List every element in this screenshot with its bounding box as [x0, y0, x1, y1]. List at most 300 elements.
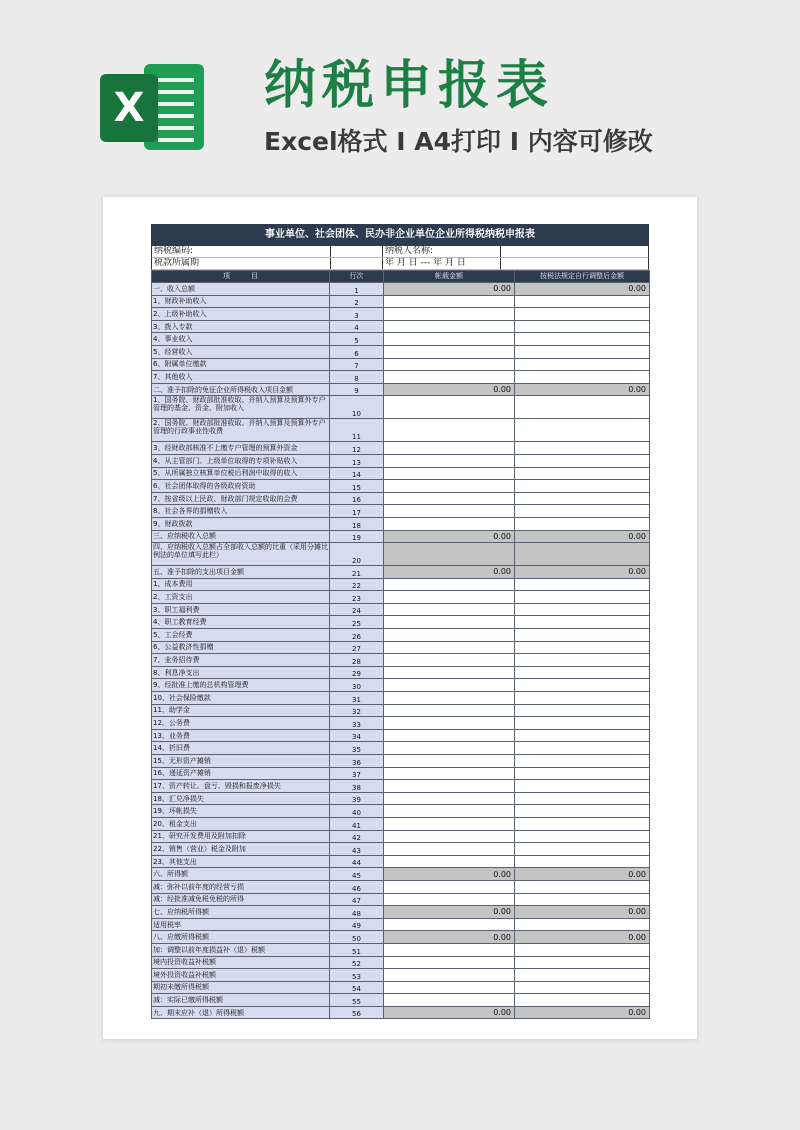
row-item-label: 16、递延资产摊销	[152, 767, 330, 780]
table-row	[152, 767, 650, 780]
row-item-label: 1、国务院、财政部批准收取、并纳入预算及预算外专户管理的基金、资金、附加收入	[152, 396, 330, 419]
sheet-title: 事业单位、社会团体、民办非企业单位企业所得税纳税申报表	[151, 224, 649, 246]
row-line-number: 40	[330, 805, 384, 818]
row-line-number: 48	[330, 906, 384, 919]
table-row	[152, 868, 650, 881]
column-header-line: 行次	[330, 271, 384, 283]
taxpayer-name-field[interactable]	[500, 246, 648, 257]
row-item-label: 9、经批准上缴的总机构管理费	[152, 679, 330, 692]
page-header	[0, 0, 800, 200]
row-line-number: 26	[330, 629, 384, 642]
adjusted-amount-cell[interactable]	[515, 679, 650, 692]
adjusted-amount-cell[interactable]	[515, 654, 650, 667]
table-row	[152, 855, 650, 868]
adjusted-amount-cell[interactable]	[515, 454, 650, 467]
book-amount-cell[interactable]	[384, 755, 515, 768]
book-amount-cell[interactable]	[384, 517, 515, 530]
table-row	[152, 1006, 650, 1019]
row-line-number: 52	[330, 956, 384, 969]
adjusted-amount-cell[interactable]: 0.00	[515, 283, 650, 296]
table-row	[152, 467, 650, 480]
row-item-label: 四、应纳税收入总额占全部收入总额的比重（采用分摊比例法的单位填写此栏）	[152, 543, 330, 566]
row-item-label: 2、上级补助收入	[152, 308, 330, 321]
adjusted-amount-cell[interactable]	[515, 742, 650, 755]
table-row	[152, 729, 650, 742]
book-amount-cell[interactable]	[384, 603, 515, 616]
row-item-label: 五、准予扣除的支出项目金额	[152, 566, 330, 579]
row-line-number: 20	[330, 543, 384, 566]
row-line-number: 51	[330, 943, 384, 956]
table-row	[152, 780, 650, 793]
table-row	[152, 333, 650, 346]
book-amount-cell[interactable]	[384, 308, 515, 321]
table-row	[152, 641, 650, 654]
row-item-label: 7、业务招待费	[152, 654, 330, 667]
row-item-label: 13、业务费	[152, 729, 330, 742]
book-amount-cell[interactable]	[384, 817, 515, 830]
taxpayer-name-label: 纳税人名称:	[385, 246, 434, 256]
adjusted-amount-cell[interactable]	[515, 467, 650, 480]
adjusted-amount-cell[interactable]	[515, 505, 650, 518]
adjusted-amount-cell[interactable]: 0.00	[515, 906, 650, 919]
row-item-label: 七、应纳税所得额	[152, 906, 330, 919]
row-item-label: 加：调整以前年度损益补（退）税额	[152, 943, 330, 956]
adjusted-amount-cell[interactable]	[515, 830, 650, 843]
row-item-label: 期初未缴所得税额	[152, 981, 330, 994]
table-row	[152, 654, 650, 667]
book-amount-cell[interactable]	[384, 767, 515, 780]
book-amount-cell[interactable]	[384, 442, 515, 455]
table-row	[152, 530, 650, 543]
book-amount-cell[interactable]	[384, 893, 515, 906]
book-amount-cell[interactable]	[384, 918, 515, 931]
adjusted-amount-cell[interactable]	[515, 396, 650, 419]
adjusted-amount-cell[interactable]	[515, 692, 650, 705]
row-line-number: 27	[330, 641, 384, 654]
adjusted-amount-cell[interactable]	[515, 767, 650, 780]
taxpayer-code-field[interactable]	[330, 246, 383, 257]
book-amount-cell[interactable]	[384, 371, 515, 384]
row-line-number: 5	[330, 333, 384, 346]
book-amount-cell[interactable]	[384, 843, 515, 856]
row-item-label: 6、社会团体取得的各级政府资助	[152, 480, 330, 493]
row-line-number: 28	[330, 654, 384, 667]
row-line-number: 39	[330, 792, 384, 805]
adjusted-amount-cell[interactable]	[515, 616, 650, 629]
row-item-label: 一、收入总额	[152, 283, 330, 296]
book-amount-cell[interactable]	[384, 830, 515, 843]
table-body	[152, 283, 650, 1019]
row-line-number: 2	[330, 295, 384, 308]
row-line-number: 33	[330, 717, 384, 730]
row-line-number: 25	[330, 616, 384, 629]
book-amount-cell[interactable]	[384, 729, 515, 742]
book-amount-cell[interactable]: 0.00	[384, 530, 515, 543]
row-item-label: 17、资产转让、盘亏、毁损和报废净损失	[152, 780, 330, 793]
row-item-label: 4、从主管部门、上级单位取得的专项补贴收入	[152, 454, 330, 467]
adjusted-amount-cell[interactable]	[515, 729, 650, 742]
row-line-number: 11	[330, 419, 384, 442]
tax-period-spacer	[330, 258, 383, 269]
row-item-label: 6、附属单位缴款	[152, 358, 330, 371]
info-row-period	[151, 258, 649, 270]
row-item-label: 8、利息净支出	[152, 666, 330, 679]
table-row	[152, 880, 650, 893]
table-row	[152, 805, 650, 818]
table-row	[152, 969, 650, 982]
row-item-label: 2、国务院、财政部批准收取、并纳入预算及预算外专户管理的行政事业性收费	[152, 419, 330, 442]
table-row	[152, 383, 650, 396]
row-item-label: 八、应缴所得税额	[152, 931, 330, 944]
table-row	[152, 543, 650, 566]
row-line-number: 3	[330, 308, 384, 321]
row-item-label: 7、其他收入	[152, 371, 330, 384]
row-item-label: 10、社会保险缴款	[152, 692, 330, 705]
adjusted-amount-cell[interactable]	[515, 578, 650, 591]
book-amount-cell[interactable]	[384, 742, 515, 755]
table-row	[152, 419, 650, 442]
row-item-label: 3、经财政部核准不上缴专户管理的预算外资金	[152, 442, 330, 455]
book-amount-cell[interactable]: 0.00	[384, 383, 515, 396]
row-item-label: 减：实际已缴所得税额	[152, 994, 330, 1007]
row-line-number: 9	[330, 383, 384, 396]
row-line-number: 50	[330, 931, 384, 944]
row-line-number: 19	[330, 530, 384, 543]
adjusted-amount-cell[interactable]	[515, 442, 650, 455]
row-line-number: 44	[330, 855, 384, 868]
adjusted-amount-cell[interactable]	[515, 918, 650, 931]
book-amount-cell[interactable]: 0.00	[384, 566, 515, 579]
book-amount-cell[interactable]	[384, 805, 515, 818]
row-item-label: 9、财政拨款	[152, 517, 330, 530]
adjusted-amount-cell[interactable]: 0.00	[515, 530, 650, 543]
adjusted-amount-cell[interactable]	[515, 308, 650, 321]
adjusted-amount-cell[interactable]	[515, 591, 650, 604]
table-row	[152, 308, 650, 321]
row-item-label: 20、租金支出	[152, 817, 330, 830]
adjusted-amount-cell[interactable]	[515, 492, 650, 505]
book-amount-cell[interactable]	[384, 880, 515, 893]
adjusted-amount-cell[interactable]	[515, 956, 650, 969]
adjusted-amount-cell[interactable]	[515, 893, 650, 906]
adjusted-amount-cell[interactable]	[515, 855, 650, 868]
row-item-label: 22、销售（营业）税金及附加	[152, 843, 330, 856]
row-line-number: 8	[330, 371, 384, 384]
book-amount-cell[interactable]	[384, 333, 515, 346]
table-row	[152, 517, 650, 530]
row-line-number: 12	[330, 442, 384, 455]
row-line-number: 45	[330, 868, 384, 881]
column-header-book-amount: 帐载金额	[384, 271, 515, 283]
column-header-adjusted-amount: 按税法规定自行调整后金额	[515, 271, 650, 283]
adjusted-amount-cell[interactable]	[515, 843, 650, 856]
book-amount-cell[interactable]	[384, 704, 515, 717]
table-header-row	[152, 271, 650, 283]
row-item-label: 3、职工福利费	[152, 603, 330, 616]
adjusted-amount-cell[interactable]	[515, 419, 650, 442]
table-row	[152, 755, 650, 768]
book-amount-cell[interactable]: 0.00	[384, 1006, 515, 1019]
table-row	[152, 704, 650, 717]
row-item-label: 适用税率	[152, 918, 330, 931]
row-item-label: 8、社会各界的捐赠收入	[152, 505, 330, 518]
book-amount-cell[interactable]	[384, 943, 515, 956]
row-item-label: 18、汇兑净损失	[152, 792, 330, 805]
row-item-label: 4、事业收入	[152, 333, 330, 346]
adjusted-amount-cell[interactable]	[515, 543, 650, 566]
adjusted-amount-cell[interactable]: 0.00	[515, 868, 650, 881]
adjusted-amount-cell[interactable]	[515, 780, 650, 793]
table-row	[152, 454, 650, 467]
book-amount-cell[interactable]	[384, 320, 515, 333]
table-row	[152, 566, 650, 579]
adjusted-amount-cell[interactable]	[515, 792, 650, 805]
table-row	[152, 505, 650, 518]
row-line-number: 38	[330, 780, 384, 793]
book-amount-cell[interactable]	[384, 454, 515, 467]
table-row	[152, 492, 650, 505]
adjusted-amount-cell[interactable]: 0.00	[515, 566, 650, 579]
book-amount-cell[interactable]	[384, 358, 515, 371]
table-row	[152, 629, 650, 642]
row-line-number: 18	[330, 517, 384, 530]
adjusted-amount-cell[interactable]	[515, 603, 650, 616]
row-line-number: 10	[330, 396, 384, 419]
adjusted-amount-cell[interactable]	[515, 629, 650, 642]
row-line-number: 34	[330, 729, 384, 742]
row-line-number: 54	[330, 981, 384, 994]
table-row	[152, 742, 650, 755]
row-item-label: 23、其他支出	[152, 855, 330, 868]
adjusted-amount-cell[interactable]	[515, 666, 650, 679]
table-row	[152, 320, 650, 333]
tax-return-sheet	[151, 224, 649, 1019]
table-row	[152, 679, 650, 692]
row-item-label: 1、财政补助收入	[152, 295, 330, 308]
excel-logo-letter: X	[100, 74, 158, 142]
book-amount-cell[interactable]: 0.00	[384, 283, 515, 296]
info-row-code	[151, 246, 649, 258]
column-header-item: 项 目	[152, 271, 330, 283]
row-item-label: 4、职工教育经费	[152, 616, 330, 629]
book-amount-cell[interactable]	[384, 492, 515, 505]
book-amount-cell[interactable]	[384, 591, 515, 604]
table-row	[152, 717, 650, 730]
table-row	[152, 442, 650, 455]
adjusted-amount-cell[interactable]	[515, 969, 650, 982]
table-row	[152, 817, 650, 830]
adjusted-amount-cell[interactable]	[515, 755, 650, 768]
table-row	[152, 918, 650, 931]
book-amount-cell[interactable]	[384, 345, 515, 358]
taxpayer-code-label: 纳税编码:	[154, 246, 194, 256]
row-item-label: 减：经批准减免税免税的所得	[152, 893, 330, 906]
table-row	[152, 591, 650, 604]
row-line-number: 13	[330, 454, 384, 467]
row-line-number: 24	[330, 603, 384, 616]
table-row	[152, 792, 650, 805]
table-row	[152, 666, 650, 679]
table-row	[152, 578, 650, 591]
row-line-number: 29	[330, 666, 384, 679]
page-subtitle: Excel格式 Ⅰ A4打印 Ⅰ 内容可修改	[264, 127, 653, 156]
row-item-label: 六、所得额	[152, 868, 330, 881]
row-line-number: 16	[330, 492, 384, 505]
book-amount-cell[interactable]	[384, 666, 515, 679]
excel-icon	[100, 58, 208, 156]
page-title: 纳税申报表	[264, 56, 555, 116]
book-amount-cell[interactable]	[384, 629, 515, 642]
row-item-label: 12、公务费	[152, 717, 330, 730]
tax-table	[151, 270, 650, 1019]
book-amount-cell[interactable]	[384, 792, 515, 805]
adjusted-amount-cell[interactable]	[515, 371, 650, 384]
adjusted-amount-cell[interactable]	[515, 994, 650, 1007]
table-row	[152, 371, 650, 384]
row-line-number: 32	[330, 704, 384, 717]
row-item-label: 九、期末应补（退）所得税额	[152, 1006, 330, 1019]
book-amount-cell[interactable]	[384, 419, 515, 442]
book-amount-cell[interactable]	[384, 641, 515, 654]
table-row	[152, 295, 650, 308]
adjusted-amount-cell[interactable]	[515, 704, 650, 717]
row-line-number: 56	[330, 1006, 384, 1019]
row-line-number: 47	[330, 893, 384, 906]
adjusted-amount-cell[interactable]	[515, 641, 650, 654]
row-line-number: 42	[330, 830, 384, 843]
adjusted-amount-cell[interactable]	[515, 717, 650, 730]
row-item-label: 2、工资支出	[152, 591, 330, 604]
adjusted-amount-cell[interactable]: 0.00	[515, 931, 650, 944]
adjusted-amount-cell[interactable]: 0.00	[515, 383, 650, 396]
adjusted-amount-cell[interactable]	[515, 320, 650, 333]
row-item-label: 14、折旧费	[152, 742, 330, 755]
tax-period-label: 税款所属期	[154, 258, 200, 268]
table-row	[152, 616, 650, 629]
row-item-label: 5、工会经费	[152, 629, 330, 642]
book-amount-cell[interactable]	[384, 467, 515, 480]
table-row	[152, 843, 650, 856]
book-amount-cell[interactable]	[384, 578, 515, 591]
adjusted-amount-cell[interactable]	[515, 880, 650, 893]
row-line-number: 53	[330, 969, 384, 982]
row-line-number: 6	[330, 345, 384, 358]
book-amount-cell[interactable]	[384, 654, 515, 667]
table-row	[152, 931, 650, 944]
adjusted-amount-cell[interactable]	[515, 805, 650, 818]
book-amount-cell[interactable]: 0.00	[384, 868, 515, 881]
adjusted-amount-cell[interactable]	[515, 295, 650, 308]
row-item-label: 境内投资收益补税额	[152, 956, 330, 969]
row-item-label: 三、应纳税收入总额	[152, 530, 330, 543]
row-line-number: 55	[330, 994, 384, 1007]
row-item-label: 19、坏帐损失	[152, 805, 330, 818]
table-row	[152, 358, 650, 371]
table-row	[152, 943, 650, 956]
book-amount-cell[interactable]	[384, 780, 515, 793]
row-item-label: 5、从所属独立核算单位税后利润中取得的收入	[152, 467, 330, 480]
table-row	[152, 396, 650, 419]
tax-period-value[interactable]: 年 月 日 --- 年 月 日	[385, 258, 466, 268]
row-line-number: 21	[330, 566, 384, 579]
book-amount-cell[interactable]: 0.00	[384, 906, 515, 919]
row-line-number: 15	[330, 480, 384, 493]
row-line-number: 41	[330, 817, 384, 830]
book-amount-cell[interactable]	[384, 981, 515, 994]
table-row	[152, 956, 650, 969]
book-amount-cell[interactable]	[384, 480, 515, 493]
row-line-number: 7	[330, 358, 384, 371]
book-amount-cell[interactable]	[384, 505, 515, 518]
table-row	[152, 994, 650, 1007]
row-line-number: 46	[330, 880, 384, 893]
book-amount-cell[interactable]: 0.00	[384, 931, 515, 944]
row-line-number: 49	[330, 918, 384, 931]
book-amount-cell[interactable]	[384, 692, 515, 705]
adjusted-amount-cell[interactable]	[515, 345, 650, 358]
row-line-number: 37	[330, 767, 384, 780]
table-row	[152, 603, 650, 616]
table-row	[152, 345, 650, 358]
row-line-number: 4	[330, 320, 384, 333]
book-amount-cell[interactable]	[384, 543, 515, 566]
book-amount-cell[interactable]	[384, 295, 515, 308]
row-line-number: 43	[330, 843, 384, 856]
row-item-label: 二、准予扣除的免征企业所得税收入项目金额	[152, 383, 330, 396]
table-row	[152, 480, 650, 493]
adjusted-amount-cell[interactable]	[515, 517, 650, 530]
adjusted-amount-cell[interactable]	[515, 981, 650, 994]
book-amount-cell[interactable]	[384, 994, 515, 1007]
adjusted-amount-cell[interactable]: 0.00	[515, 1006, 650, 1019]
row-item-label: 6、公益救济性捐赠	[152, 641, 330, 654]
book-amount-cell[interactable]	[384, 969, 515, 982]
book-amount-cell[interactable]	[384, 679, 515, 692]
row-item-label: 7、按省级以上民政、财政部门规定收取的会费	[152, 492, 330, 505]
table-row	[152, 981, 650, 994]
row-line-number: 30	[330, 679, 384, 692]
row-item-label: 15、无形资产摊销	[152, 755, 330, 768]
adjusted-amount-cell[interactable]	[515, 358, 650, 371]
table-row	[152, 692, 650, 705]
row-item-label: 减：弥补以前年度的经营亏损	[152, 880, 330, 893]
adjusted-amount-cell[interactable]	[515, 333, 650, 346]
table-row	[152, 906, 650, 919]
row-item-label: 境外投资收益补税额	[152, 969, 330, 982]
row-item-label: 3、拨入专款	[152, 320, 330, 333]
row-item-label: 11、助学金	[152, 704, 330, 717]
adjusted-amount-cell[interactable]	[515, 943, 650, 956]
book-amount-cell[interactable]	[384, 616, 515, 629]
tax-period-blank	[500, 258, 648, 269]
table-row	[152, 283, 650, 296]
book-amount-cell[interactable]	[384, 717, 515, 730]
table-row	[152, 830, 650, 843]
row-line-number: 35	[330, 742, 384, 755]
adjusted-amount-cell[interactable]	[515, 817, 650, 830]
row-line-number: 23	[330, 591, 384, 604]
row-item-label: 21、研究开发费用及附加扣除	[152, 830, 330, 843]
document-page	[103, 197, 697, 1039]
row-line-number: 31	[330, 692, 384, 705]
book-amount-cell[interactable]	[384, 396, 515, 419]
row-line-number: 36	[330, 755, 384, 768]
book-amount-cell[interactable]	[384, 855, 515, 868]
adjusted-amount-cell[interactable]	[515, 480, 650, 493]
row-line-number: 22	[330, 578, 384, 591]
book-amount-cell[interactable]	[384, 956, 515, 969]
table-row	[152, 893, 650, 906]
